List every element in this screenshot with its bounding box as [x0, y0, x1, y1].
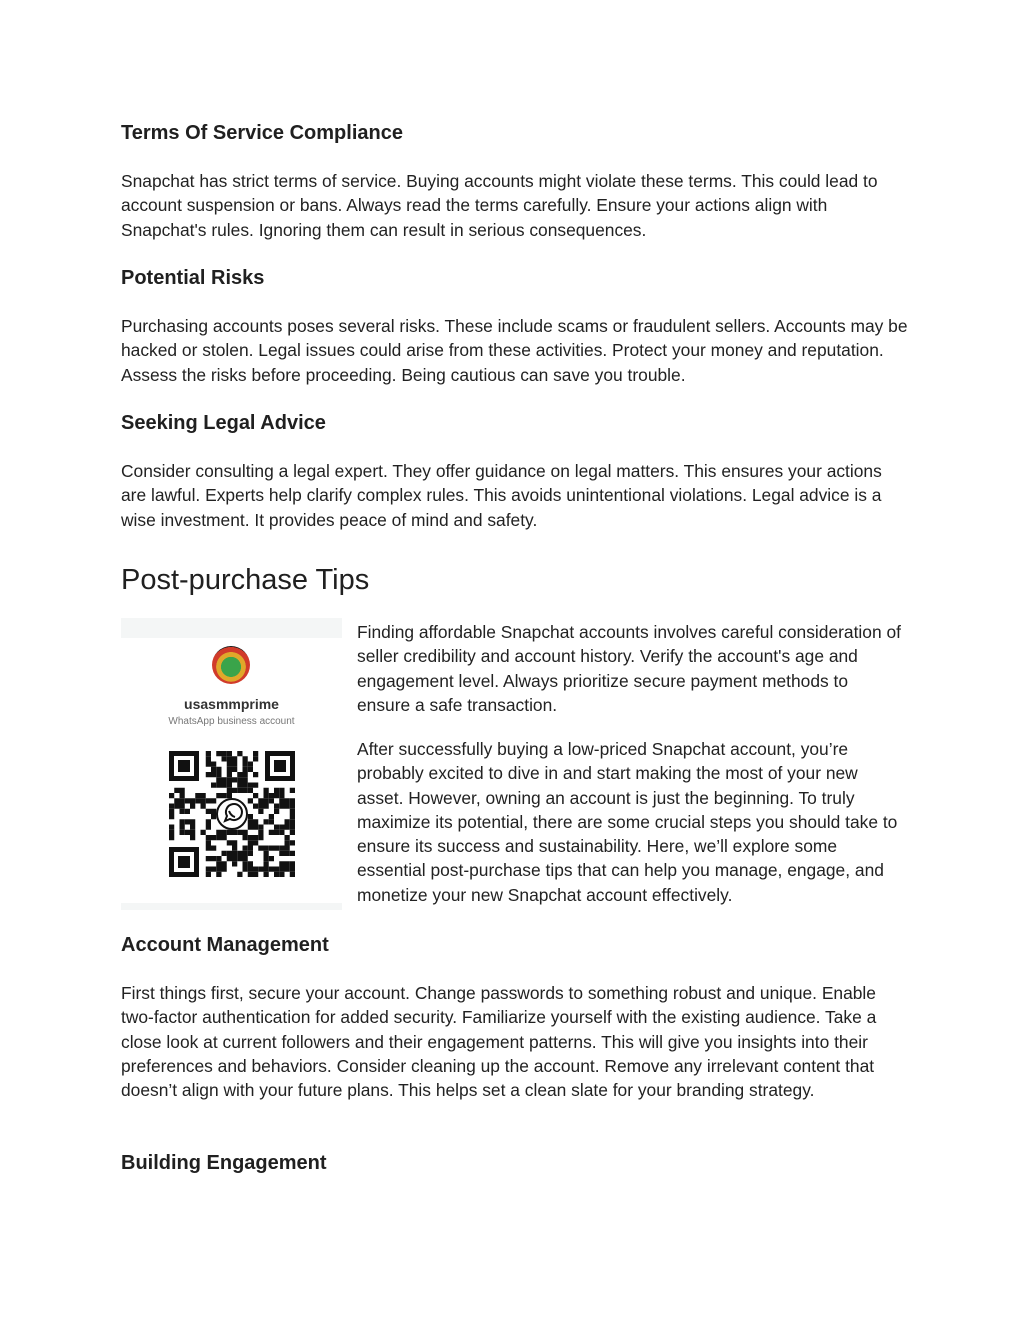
qr-module — [185, 798, 190, 803]
qr-module — [248, 851, 253, 856]
qr-module — [290, 819, 295, 824]
qr-module — [237, 830, 242, 835]
whatsapp-qr-code-icon — [169, 751, 295, 877]
qr-module — [269, 798, 274, 803]
qr-module — [285, 867, 290, 872]
qr-module — [279, 793, 284, 798]
usasmmprime-logo-icon — [212, 646, 250, 684]
qr-module — [274, 867, 279, 872]
qr-module — [227, 856, 232, 861]
qr-module — [285, 819, 290, 824]
qr-module — [227, 851, 232, 856]
qr-module — [216, 830, 221, 835]
qr-module — [206, 846, 211, 851]
qr-module — [285, 825, 290, 830]
qr-module — [169, 804, 174, 809]
qr-module — [211, 783, 216, 788]
heading-post-purchase-tips: Post-purchase Tips — [121, 564, 370, 596]
qr-module — [211, 867, 216, 872]
qr-module — [269, 856, 274, 861]
qr-module — [243, 861, 248, 866]
whatsapp-card-body — [121, 638, 342, 903]
qr-module — [232, 851, 237, 856]
qr-module — [201, 830, 206, 835]
qr-module — [264, 867, 269, 872]
qr-module — [243, 777, 248, 782]
qr-module — [190, 804, 195, 809]
qr-module — [206, 762, 211, 767]
qr-module — [169, 793, 174, 798]
qr-module — [211, 767, 216, 772]
qr-module — [290, 872, 295, 877]
qr-module — [206, 856, 211, 861]
heading-building-engagement: Building Engagement — [121, 1152, 327, 1174]
qr-module — [248, 788, 253, 793]
paragraph-finding-affordable: Finding affordable Snapchat accounts involves careful consideration of seller credibility and account history. Verify the account's age and engagement level. Always prioritize secure payment methods to ensure a safe transaction. — [357, 622, 901, 715]
qr-module — [248, 835, 253, 840]
qr-module — [290, 788, 295, 793]
qr-module — [222, 861, 227, 866]
qr-module — [243, 772, 248, 777]
qr-module — [274, 793, 279, 798]
qr-module — [216, 856, 221, 861]
qr-module — [216, 861, 221, 866]
heading-potential-risks: Potential Risks — [121, 267, 265, 289]
qr-module — [206, 872, 211, 877]
qr-module — [222, 777, 227, 782]
qr-module — [216, 867, 221, 872]
qr-module — [216, 772, 221, 777]
qr-module — [279, 804, 284, 809]
qr-module — [253, 751, 258, 756]
qr-module — [237, 851, 242, 856]
qr-module — [232, 788, 237, 793]
qr-module — [248, 798, 253, 803]
qr-module — [237, 777, 242, 782]
qr-module — [279, 825, 284, 830]
qr-module — [290, 851, 295, 856]
qr-module — [174, 804, 179, 809]
qr-module — [227, 751, 232, 756]
qr-module — [232, 856, 237, 861]
qr-module — [248, 767, 253, 772]
qr-module — [227, 767, 232, 772]
qr-module — [248, 825, 253, 830]
qr-module — [169, 814, 174, 819]
qr-module — [232, 777, 237, 782]
qr-module — [258, 804, 263, 809]
qr-module — [290, 809, 295, 814]
qr-module — [243, 856, 248, 861]
qr-module — [227, 840, 232, 845]
qr-module — [222, 793, 227, 798]
qr-module — [264, 798, 269, 803]
qr-module — [211, 856, 216, 861]
qr-module — [180, 809, 185, 814]
qr-module — [274, 830, 279, 835]
qr-module — [211, 762, 216, 767]
qr-module — [206, 809, 211, 814]
qr-module — [243, 783, 248, 788]
qr-module — [227, 762, 232, 767]
card-account-name: usasmmprime — [184, 696, 279, 712]
qr-module — [216, 777, 221, 782]
qr-module — [258, 835, 263, 840]
qr-module — [290, 867, 295, 872]
qr-module — [258, 846, 263, 851]
qr-module — [290, 804, 295, 809]
qr-module — [285, 840, 290, 845]
qr-module — [237, 751, 242, 756]
qr-module — [227, 793, 232, 798]
paragraph-potential-risks: Purchasing accounts poses several risks. These include scams or fraudulent sellers. Accounts may be hacked or stolen. Legal issues could arise from these activities. Protect your money and reputation. Assess the risks before proceeding. Being cautious can save you trouble. — [121, 316, 908, 385]
qr-module — [222, 867, 227, 872]
qr-module — [253, 867, 258, 872]
qr-module — [195, 798, 200, 803]
qr-module — [258, 798, 263, 803]
qr-module — [253, 872, 258, 877]
qr-module — [185, 830, 190, 835]
qr-module — [248, 840, 253, 845]
qr-module — [269, 793, 274, 798]
qr-module — [264, 851, 269, 856]
qr-module — [216, 835, 221, 840]
qr-module — [279, 798, 284, 803]
qr-module — [195, 793, 200, 798]
qr-module — [206, 756, 211, 761]
qr-module — [258, 867, 263, 872]
qr-module — [222, 830, 227, 835]
qr-module — [269, 819, 274, 824]
qr-module — [258, 809, 263, 814]
qr-module — [237, 856, 242, 861]
qr-module — [180, 804, 185, 809]
qr-module — [274, 872, 279, 877]
qr-module — [216, 793, 221, 798]
qr-module — [201, 804, 206, 809]
qr-module — [222, 851, 227, 856]
qr-module — [211, 798, 216, 803]
card-account-subtitle: WhatsApp business account — [168, 716, 295, 727]
qr-module — [279, 872, 284, 877]
qr-module — [279, 788, 284, 793]
qr-module — [222, 835, 227, 840]
paragraph-account-management: First things first, secure your account. Change passwords to something robust and unique. Enable two-factor authentication for added security. Familiarize yourself with the existing audience. Take a close look at current followers and their engagement patterns. This will give you insights into their preferences and behaviors. Consider cleaning up the account. Remove any irrelevant content that doesn’t align with your future plans. This helps set a clean slate for your branding strategy. — [121, 983, 877, 1101]
qr-module — [211, 772, 216, 777]
qr-module — [290, 825, 295, 830]
qr-module — [243, 788, 248, 793]
qr-module — [243, 835, 248, 840]
qr-module — [253, 756, 258, 761]
qr-module — [180, 825, 185, 830]
qr-module — [206, 835, 211, 840]
qr-module — [290, 840, 295, 845]
qr-module — [258, 830, 263, 835]
qr-module — [216, 872, 221, 877]
qr-module — [180, 830, 185, 835]
qr-module — [232, 767, 237, 772]
qr-module — [216, 767, 221, 772]
qr-module — [248, 861, 253, 866]
qr-module — [206, 751, 211, 756]
qr-module — [274, 809, 279, 814]
qr-module — [206, 819, 211, 824]
qr-module — [243, 867, 248, 872]
qr-module — [222, 751, 227, 756]
heading-account-management: Account Management — [121, 934, 329, 956]
heading-terms-of-service: Terms Of Service Compliance — [121, 122, 403, 144]
qr-module — [190, 835, 195, 840]
qr-module — [216, 783, 221, 788]
qr-module — [174, 788, 179, 793]
qr-module — [237, 783, 242, 788]
qr-module — [264, 793, 269, 798]
qr-module — [290, 798, 295, 803]
qr-module — [269, 846, 274, 851]
qr-module — [253, 804, 258, 809]
qr-module — [243, 762, 248, 767]
qr-module — [185, 809, 190, 814]
qr-module — [269, 814, 274, 819]
qr-module — [216, 751, 221, 756]
qr-module — [264, 846, 269, 851]
qr-module — [206, 825, 211, 830]
qr-module — [248, 762, 253, 767]
qr-module — [248, 819, 253, 824]
qr-module — [248, 872, 253, 877]
qr-module — [264, 804, 269, 809]
qr-module — [243, 767, 248, 772]
qr-module — [237, 872, 242, 877]
qr-module — [253, 840, 258, 845]
qr-module — [232, 830, 237, 835]
qr-module — [222, 756, 227, 761]
qr-module — [201, 793, 206, 798]
qr-module — [253, 772, 258, 777]
qr-module — [274, 804, 279, 809]
qr-module — [243, 830, 248, 835]
qr-module — [248, 783, 253, 788]
qr-module — [174, 798, 179, 803]
qr-module — [243, 756, 248, 761]
paragraph-seeking-legal-advice: Consider consulting a legal expert. They offer guidance on legal matters. This ensures your actions are lawful. Experts help clarify complex rules. This avoids unintentional violations. Legal advice is a wise investment. It provides peace of mind and safety. — [121, 461, 882, 530]
qr-module — [285, 861, 290, 866]
qr-module — [206, 840, 211, 845]
qr-module — [279, 861, 284, 866]
qr-module — [232, 756, 237, 761]
qr-module — [264, 856, 269, 861]
qr-module — [169, 825, 174, 830]
qr-module — [290, 830, 295, 835]
qr-module — [227, 772, 232, 777]
qr-module — [285, 804, 290, 809]
qr-module — [237, 788, 242, 793]
qr-module — [274, 825, 279, 830]
qr-module — [248, 867, 253, 872]
qr-module — [253, 825, 258, 830]
qr-module — [258, 825, 263, 830]
qr-module — [264, 788, 269, 793]
qr-module — [227, 830, 232, 835]
qr-module — [201, 798, 206, 803]
qr-module — [285, 798, 290, 803]
qr-module — [269, 867, 274, 872]
qr-module — [279, 846, 284, 851]
qr-module — [169, 835, 174, 840]
qr-module — [190, 825, 195, 830]
qr-module — [169, 809, 174, 814]
qr-module — [279, 851, 284, 856]
qr-module — [190, 798, 195, 803]
qr-module — [264, 872, 269, 877]
qr-module — [232, 840, 237, 845]
qr-module — [232, 846, 237, 851]
qr-module — [243, 846, 248, 851]
qr-module — [211, 809, 216, 814]
qr-module — [290, 861, 295, 866]
qr-module — [206, 798, 211, 803]
qr-module — [227, 777, 232, 782]
qr-module — [211, 846, 216, 851]
qr-module — [264, 819, 269, 824]
qr-module — [232, 762, 237, 767]
qr-module — [206, 867, 211, 872]
qr-module — [279, 867, 284, 872]
qr-module — [285, 835, 290, 840]
qr-module — [227, 783, 232, 788]
qr-module — [232, 861, 237, 866]
qr-module — [253, 835, 258, 840]
qr-module — [222, 783, 227, 788]
qr-module — [190, 830, 195, 835]
paragraph-after-buying: After successfully buying a low-priced Snapchat account, you’re probably excited to dive in and start making the most of your new asset. However, owning an account is just the beginning. To truly maximize its potential, there are some crucial steps you should take to ensure its success and sustainability. Here, we’ll explore some essential post-purchase tips that can help you manage, engage, and monetize your new Snapchat account effectively. — [357, 739, 898, 905]
qr-module — [211, 835, 216, 840]
qr-module — [285, 846, 290, 851]
qr-module — [237, 772, 242, 777]
qr-module — [253, 819, 258, 824]
qr-module — [206, 772, 211, 777]
qr-module — [180, 798, 185, 803]
qr-module — [285, 851, 290, 856]
qr-module — [264, 861, 269, 866]
qr-module — [180, 793, 185, 798]
qr-module — [248, 846, 253, 851]
paragraph-terms-of-service: Snapchat has strict terms of service. Buying accounts might violate these terms. This could lead to account suspension or bans. Always read the terms carefully. Ensure your actions align with Snapchat's rules. Ignoring them can result in serious consequences. — [121, 171, 878, 240]
qr-module — [180, 788, 185, 793]
qr-module — [253, 793, 258, 798]
qr-module — [180, 819, 185, 824]
qr-module — [269, 830, 274, 835]
qr-module — [211, 814, 216, 819]
qr-module — [253, 783, 258, 788]
qr-module — [185, 819, 190, 824]
qr-module — [274, 788, 279, 793]
qr-module — [227, 788, 232, 793]
qr-module — [169, 830, 174, 835]
heading-seeking-legal-advice: Seeking Legal Advice — [121, 412, 326, 434]
qr-module — [290, 814, 295, 819]
qr-module — [279, 830, 284, 835]
qr-module — [274, 846, 279, 851]
qr-module — [190, 819, 195, 824]
qr-module — [243, 851, 248, 856]
qr-module — [248, 814, 253, 819]
whatsapp-business-card — [121, 618, 342, 910]
qr-module — [227, 756, 232, 761]
